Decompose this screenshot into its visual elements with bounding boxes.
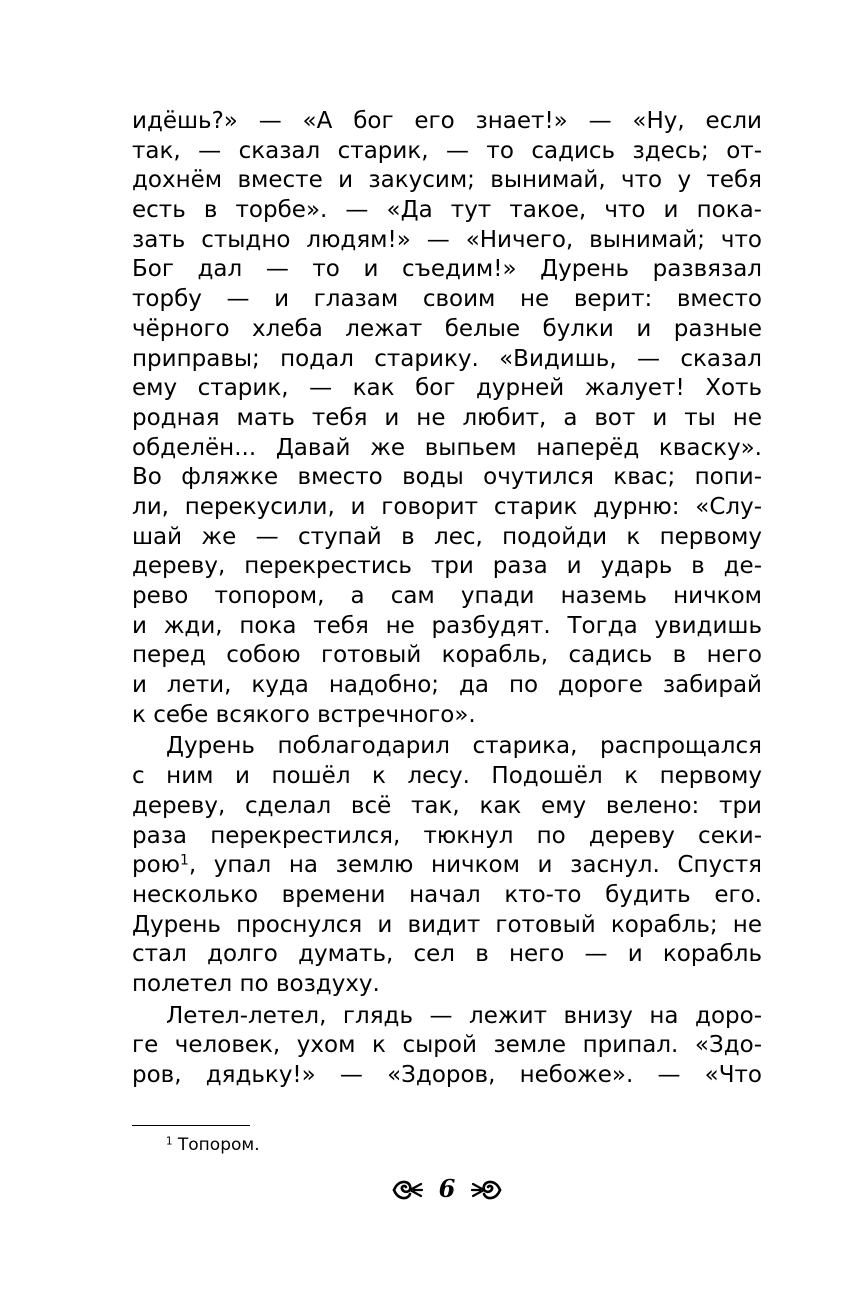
text-line: и жди, пока тебя не разбудят. Тогда увидишь xyxy=(132,612,762,639)
text-line: идёшь?» — «А бог его знает!» — «Ну, если xyxy=(132,108,762,134)
text-line: ему старик, — как бог дурней жалует! Хоть xyxy=(132,375,762,402)
footnote-text: Топором. xyxy=(177,1135,260,1155)
text-line: обделён... Давай же выпьем наперёд кваску». xyxy=(132,434,762,461)
page-number: 6 xyxy=(438,1174,456,1203)
text-line: стал долго думать, сел в него — и корабль xyxy=(132,941,762,968)
text-line: Летел-летел, глядь — лежит внизу на доро- xyxy=(166,1002,762,1029)
text-line: ров, дядьку!» — «Здоров, небоже». — «Что xyxy=(132,1062,762,1088)
text-line: Во фляжке вместо воды очутился квас; попи- xyxy=(132,464,762,491)
body-text xyxy=(132,107,762,1091)
text-line: зать стыдно людям!» — «Ничего, вынимай; что xyxy=(132,226,762,253)
text-line: дереву, перекрестись три раза и ударь в де- xyxy=(132,553,762,580)
text-line: рево топором, а сам упади наземь ничком xyxy=(132,583,762,609)
text-line-with-footnote xyxy=(132,851,762,881)
text-line: к себе всякого встречного». xyxy=(132,701,476,728)
text-line: так, — сказал старик, — то садись здесь; от- xyxy=(132,137,762,164)
text-line: шай же — ступай в лес, подойди к первому xyxy=(132,523,762,550)
text-line: перед собою готовый корабль, садись в него xyxy=(132,642,762,669)
text-line: ли, перекусили, и говорит старик дурню: «Слу- xyxy=(132,493,762,520)
footnote-marker: 1 xyxy=(166,1136,173,1148)
text-line: Дурень поблагодарил старика, распрощался xyxy=(166,733,762,760)
text-line: торбу — и глазам своим не верит: вместо xyxy=(132,286,762,313)
page-folio xyxy=(382,1170,512,1210)
text-line: и лети, куда надобно; да по дороге забирай xyxy=(132,672,762,699)
text-line: с ним и пошёл к лесу. Подошёл к первому xyxy=(132,763,762,790)
text-line: несколько времени начал кто-то будить его. xyxy=(132,881,762,908)
fleuron-right-icon xyxy=(470,1174,504,1206)
footnote-reference[interactable]: 1 xyxy=(180,852,189,869)
text-line: Бог дал — то и съедим!» Дурень развязал xyxy=(132,256,762,283)
text-line: приправы; подал старику. «Видишь, — сказал xyxy=(132,345,762,372)
footnote-divider xyxy=(132,1125,250,1126)
text-line: чёрного хлеба лежат белые булки и разные xyxy=(132,315,762,342)
text-line: родная мать тебя и не любит, а вот и ты не xyxy=(132,404,762,431)
text-fragment: рою xyxy=(132,852,181,879)
footnote xyxy=(166,1132,260,1158)
text-line: дереву, сделал всё так, как ему велено: три xyxy=(132,792,762,819)
text-fragment: , упал на землю ничком и заснул. Спустя xyxy=(188,852,762,879)
text-line: раза перекрестился, тюкнул по дереву секи- xyxy=(132,822,762,849)
text-line: полетел по воздуху. xyxy=(132,970,380,997)
text-line: дохнём вместе и закусим; вынимай, что у тебя xyxy=(132,167,762,194)
text-line: Дурень проснулся и видит готовый корабль; не xyxy=(132,911,762,938)
text-line: ге человек, ухом к сырой земле припал. «Здо- xyxy=(132,1032,762,1059)
text-line: есть в торбе». — «Да тут такое, что и пока- xyxy=(132,197,762,224)
